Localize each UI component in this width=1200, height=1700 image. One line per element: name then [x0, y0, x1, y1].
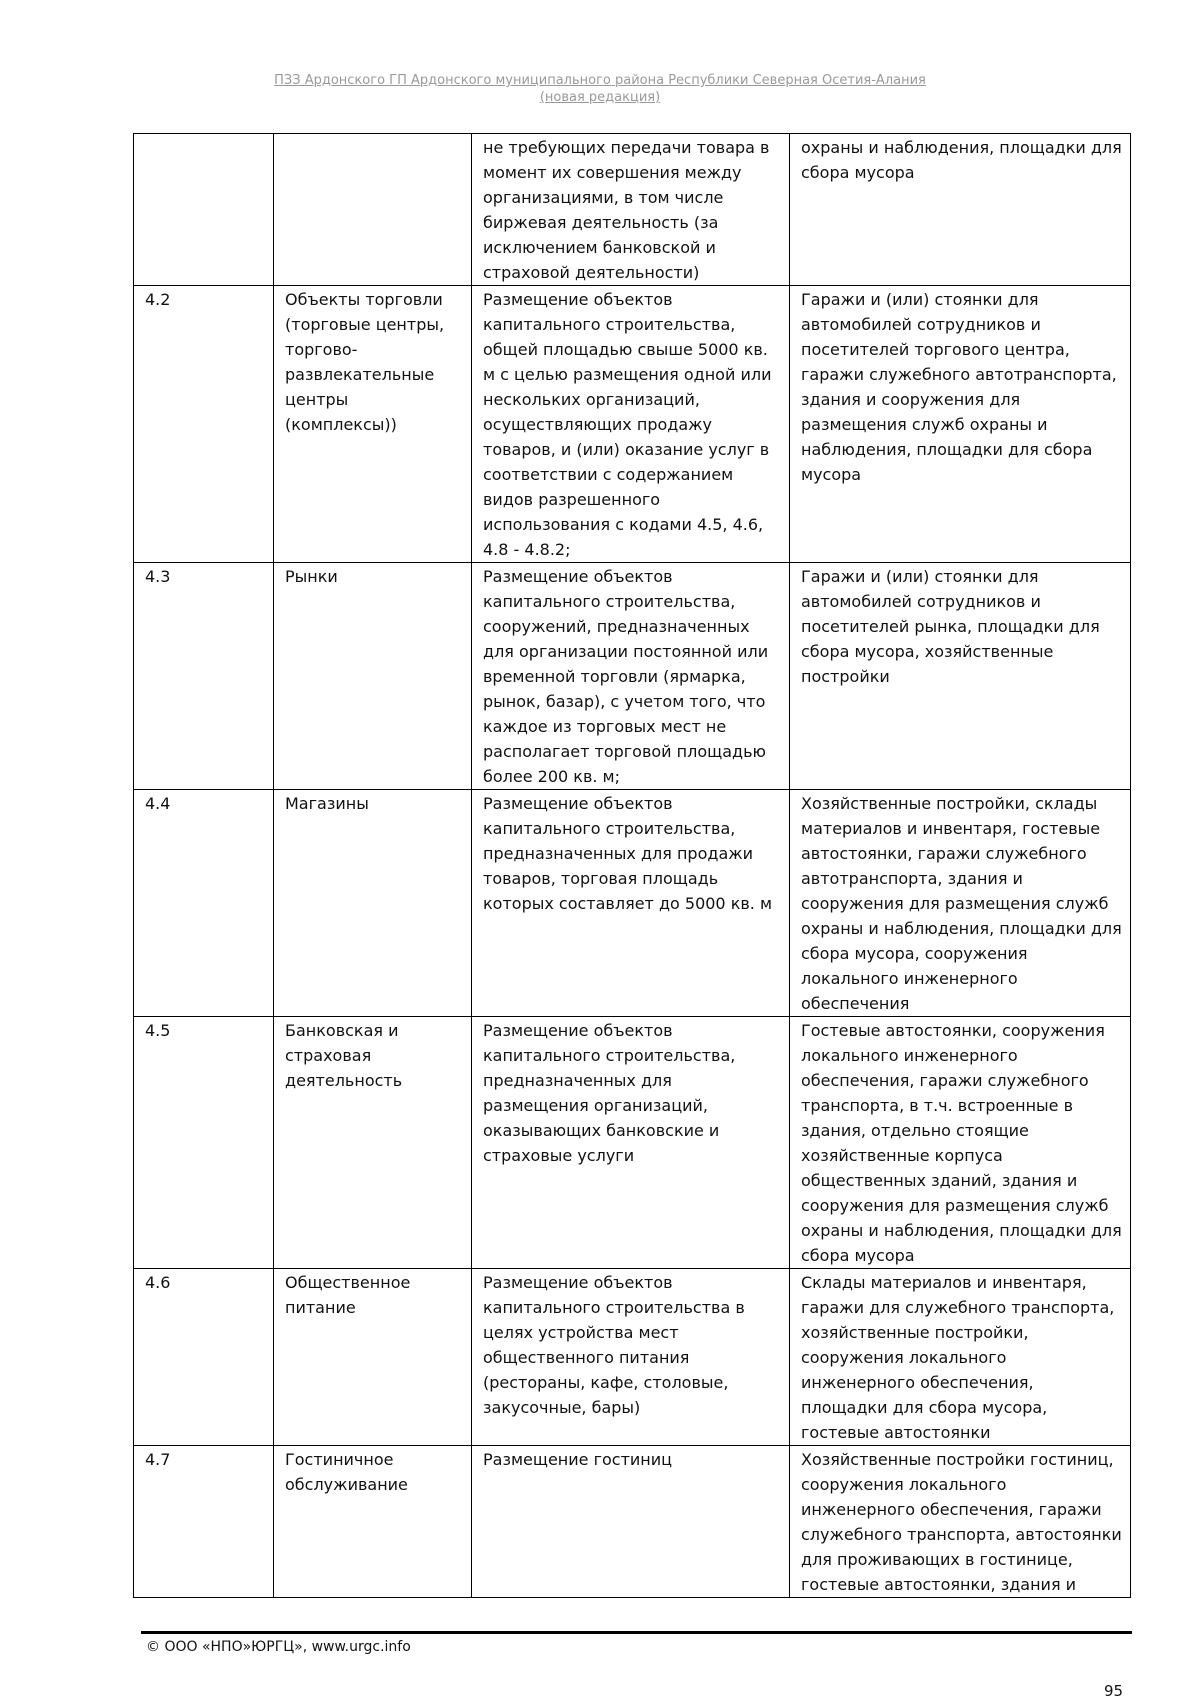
name-cell: Банковская и страховая деятельность: [274, 1017, 472, 1269]
description-cell: Размещение объектов капитального строительства, сооружений, предназначенных для организации постоянной или временной торговли (ярмарка, рынок, базар), с учетом того, что каждое из торговых мест не располагает торговой площадью более 200 кв. м;: [472, 563, 790, 790]
page-number: 95: [1104, 1682, 1124, 1700]
auxiliary-cell: Хозяйственные постройки, склады материалов и инвентаря, гостевые автостоянки, гаражи служебного автотранспорта, здания и сооружения для размещения служб охраны и наблюдения, площадки для сбора мусора, сооружения локального инженерного обеспечения: [790, 790, 1131, 1017]
table-row: [134, 1269, 1131, 1446]
header-title: ПЗЗ Ардонского ГП Ардонского муниципального района Республики Северная Осетия-Алания: [274, 73, 926, 88]
auxiliary-cell: охраны и наблюдения, площадки для сбора мусора: [790, 134, 1131, 286]
table-row: [134, 790, 1131, 1017]
auxiliary-cell: Гаражи и (или) стоянки для автомобилей сотрудников и посетителей рынка, площадки для сбора мусора, хозяйственные постройки: [790, 563, 1131, 790]
code-cell: 4.4: [134, 790, 274, 1017]
footer-divider: [141, 1631, 1132, 1634]
description-cell: Размещение объектов капитального строительства, предназначенных для продажи товаров, торговая площадь которых составляет до 5000 кв. м: [472, 790, 790, 1017]
header-subtitle: (новая редакция): [539, 90, 661, 105]
description-cell: Размещение объектов капитального строительства, общей площадью свыше 5000 кв. м с целью размещения одной или нескольких организаций, осуществляющих продажу товаров, и (или) оказание услуг в соответствии с содержанием видов разрешенного использования с кодами 4.5, 4.6, 4.8 - 4.8.2;: [472, 286, 790, 563]
table-row: [134, 1446, 1131, 1598]
footer-copyright: © ООО «НПО»ЮРГЦ», www.urgc.info: [146, 1639, 411, 1655]
land-use-table: [133, 133, 1131, 1598]
code-cell: 4.2: [134, 286, 274, 563]
table-row: [134, 134, 1131, 286]
name-cell: Объекты торговли (торговые центры, торгово-развлекательные центры (комплексы)): [274, 286, 472, 563]
name-cell: Общественное питание: [274, 1269, 472, 1446]
page-header: [0, 72, 1200, 106]
code-cell: 4.3: [134, 563, 274, 790]
auxiliary-cell: Гостевые автостоянки, сооружения локального инженерного обеспечения, гаражи служебного транспорта, в т.ч. встроенные в здания, отдельно стоящие хозяйственные корпуса общественных зданий, здания и сооружения для размещения служб охраны и наблюдения, площадки для сбора мусора: [790, 1017, 1131, 1269]
table-row: [134, 286, 1131, 563]
name-cell: Магазины: [274, 790, 472, 1017]
code-cell: [134, 134, 274, 286]
auxiliary-cell: Склады материалов и инвентаря, гаражи для служебного транспорта, хозяйственные постройки, сооружения локального инженерного обеспечения, площадки для сбора мусора, гостевые автостоянки: [790, 1269, 1131, 1446]
name-cell: Рынки: [274, 563, 472, 790]
description-cell: Размещение объектов капитального строительства в целях устройства мест общественного питания (рестораны, кафе, столовые, закусочные, бары): [472, 1269, 790, 1446]
name-cell: Гостиничное обслуживание: [274, 1446, 472, 1598]
description-cell: Размещение объектов капитального строительства, предназначенных для размещения организаций, оказывающих банковские и страховые услуги: [472, 1017, 790, 1269]
code-cell: 4.5: [134, 1017, 274, 1269]
auxiliary-cell: Хозяйственные постройки гостиниц, сооружения локального инженерного обеспечения, гаражи служебного транспорта, автостоянки для проживающих в гостинице, гостевые автостоянки, здания и: [790, 1446, 1131, 1598]
description-cell: не требующих передачи товара в момент их совершения между организациями, в том числе биржевая деятельность (за исключением банковской и страховой деятельности): [472, 134, 790, 286]
code-cell: 4.7: [134, 1446, 274, 1598]
description-cell: Размещение гостиниц: [472, 1446, 790, 1598]
table-row: [134, 1017, 1131, 1269]
name-cell: [274, 134, 472, 286]
code-cell: 4.6: [134, 1269, 274, 1446]
auxiliary-cell: Гаражи и (или) стоянки для автомобилей сотрудников и посетителей торгового центра, гаражи служебного автотранспорта, здания и сооружения для размещения служб охраны и наблюдения, площадки для сбора мусора: [790, 286, 1131, 563]
table-row: [134, 563, 1131, 790]
